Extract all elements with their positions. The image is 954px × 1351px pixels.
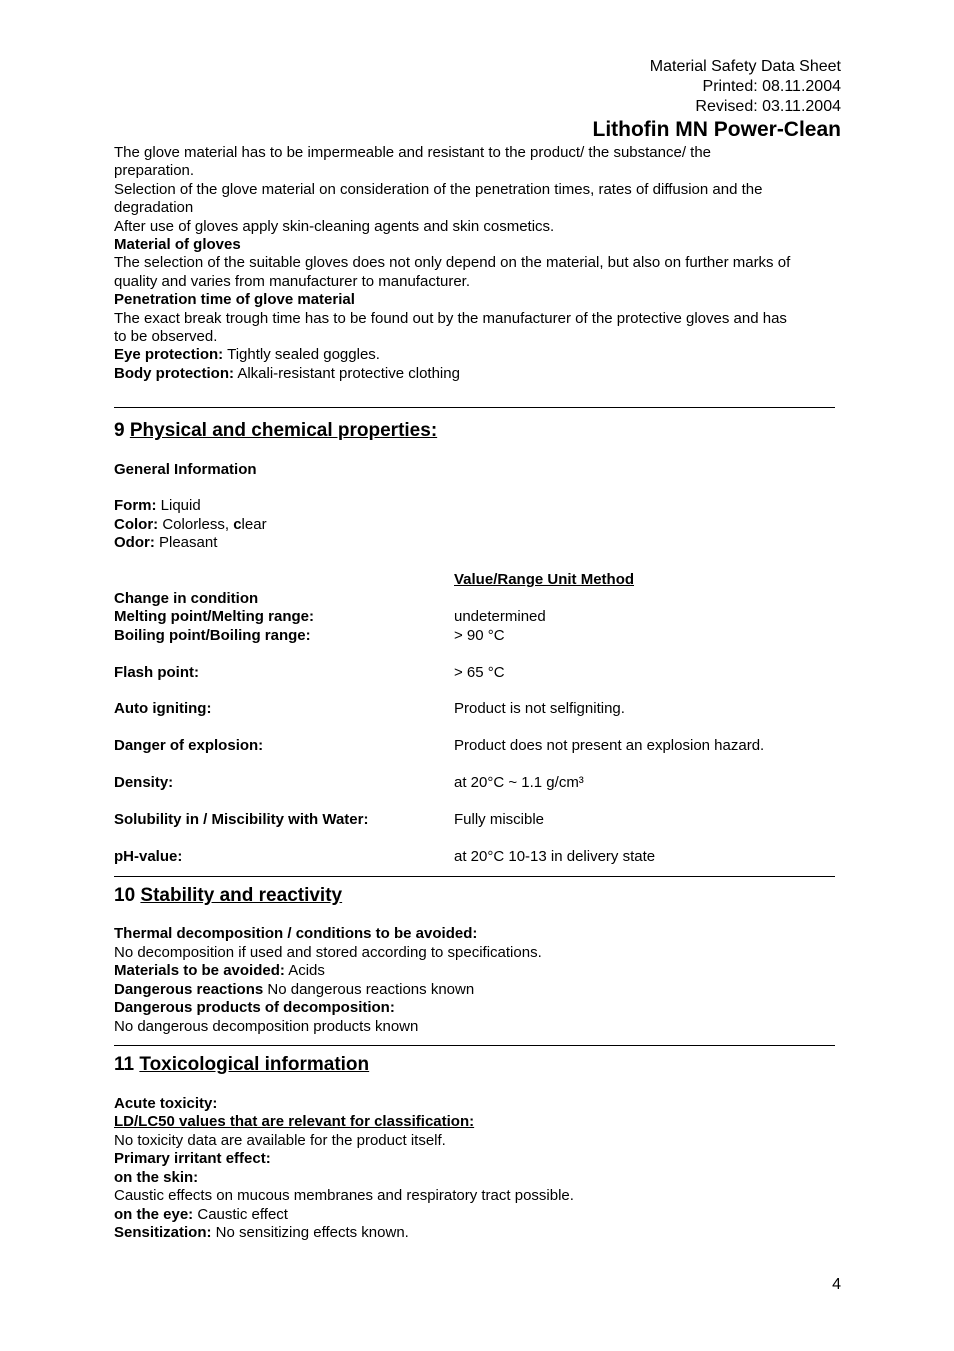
- eye-protection-row: [114, 346, 380, 364]
- thermal-decomposition-label: Thermal decomposition / conditions to be avoided:: [114, 925, 478, 942]
- property-label: Solubility in / Miscibility with Water:: [114, 811, 369, 828]
- form-value: Liquid: [156, 497, 201, 514]
- section-11-heading: [114, 1054, 369, 1076]
- property-value: > 90 °C: [454, 627, 505, 644]
- header-doc-type: Material Safety Data Sheet: [649, 58, 841, 75]
- dangerous-products-label: Dangerous products of decomposition:: [114, 999, 395, 1016]
- gloves-para1-line2: preparation.: [114, 162, 195, 179]
- body-protection-label: Body protection:: [114, 365, 234, 382]
- eye-protection-value: Tightly sealed goggles.: [223, 346, 380, 363]
- page-number: 4: [832, 1276, 841, 1293]
- dangerous-products-value: No dangerous decomposition products known: [114, 1018, 419, 1035]
- section-10-title: Stability and reactivity: [140, 885, 343, 906]
- ld-lc50-value: No toxicity data are available for the product itself.: [114, 1132, 446, 1149]
- product-title: Lithofin MN Power-Clean: [592, 118, 841, 141]
- property-value: undetermined: [454, 608, 546, 625]
- section-9-heading: [114, 420, 437, 442]
- property-label: Flash point:: [114, 664, 199, 681]
- dangerous-reactions-value: No dangerous reactions known: [263, 981, 475, 998]
- section-11-title: Toxicological information: [139, 1054, 370, 1075]
- header-printed-date: Printed: 08.11.2004: [702, 78, 841, 95]
- form-row: [114, 497, 201, 515]
- properties-table-header: Value/Range Unit Method: [454, 571, 635, 588]
- property-label: pH-value:: [114, 848, 183, 865]
- property-value: > 65 °C: [454, 664, 505, 681]
- section-11-number: 11: [114, 1054, 140, 1075]
- color-value-part3: lear: [241, 516, 267, 533]
- property-value: Product does not present an explosion hazard.: [454, 737, 765, 754]
- change-in-condition-label: Change in condition: [114, 590, 259, 607]
- penetration-time-line2: to be observed.: [114, 328, 218, 345]
- section-divider: [114, 876, 835, 877]
- form-label: Form:: [114, 497, 157, 514]
- ld-lc50-label: LD/LC50 values that are relevant for classification:: [114, 1113, 475, 1130]
- property-value: at 20°C 10-13 in delivery state: [454, 848, 656, 865]
- penetration-time-line1: The exact break trough time has to be found out by the manufacturer of the protective gloves and has: [114, 310, 787, 327]
- section-9-number: 9: [114, 420, 130, 441]
- section-10-number: 10: [114, 885, 141, 906]
- dangerous-reactions-row: [114, 981, 474, 999]
- on-eye-row: [114, 1206, 288, 1224]
- primary-irritant-label: Primary irritant effect:: [114, 1150, 271, 1167]
- on-eye-value: Caustic effect: [193, 1206, 288, 1223]
- body-protection-row: [114, 365, 460, 383]
- penetration-time-label: Penetration time of glove material: [114, 291, 355, 308]
- color-value-part2: c: [233, 516, 242, 533]
- gloves-para3: After use of gloves apply skin-cleaning agents and skin cosmetics.: [114, 218, 555, 235]
- property-value: Product is not selfigniting.: [454, 700, 625, 717]
- sensitization-label: Sensitization:: [114, 1224, 212, 1241]
- on-eye-label: on the eye:: [114, 1206, 194, 1223]
- on-skin-label: on the skin:: [114, 1169, 199, 1186]
- property-label: Boiling point/Boiling range:: [114, 627, 311, 644]
- document-header: [593, 57, 842, 143]
- color-value-part1: Colorless,: [158, 516, 234, 533]
- materials-to-avoid-label: Materials to be avoided:: [114, 962, 285, 979]
- color-label: Color:: [114, 516, 159, 533]
- dangerous-reactions-label: Dangerous reactions: [114, 981, 264, 998]
- property-label: Danger of explosion:: [114, 737, 264, 754]
- header-revised-date: Revised: 03.11.2004: [695, 98, 841, 115]
- sensitization-value: No sensitizing effects known.: [211, 1224, 409, 1241]
- acute-toxicity-label: Acute toxicity:: [114, 1095, 218, 1112]
- odor-row: [114, 534, 217, 552]
- property-label: Melting point/Melting range:: [114, 608, 314, 625]
- gloves-para1-line1: The glove material has to be impermeable and resistant to the product/ the substance/ the: [114, 144, 712, 161]
- property-label: Auto igniting:: [114, 700, 212, 717]
- materials-to-avoid-value: Acids: [284, 962, 325, 979]
- section-divider: [114, 1045, 835, 1046]
- gloves-para2-line2: degradation: [114, 199, 194, 216]
- material-of-gloves-line2: quality and varies from manufacturer to manufacturer.: [114, 273, 471, 290]
- odor-label: Odor:: [114, 534, 155, 551]
- property-label: Density:: [114, 774, 174, 791]
- sensitization-row: [114, 1224, 409, 1242]
- material-of-gloves-label: Material of gloves: [114, 236, 241, 253]
- body-protection-value: Alkali-resistant protective clothing: [234, 365, 460, 382]
- eye-protection-label: Eye protection:: [114, 346, 224, 363]
- general-information-label: General Information: [114, 461, 257, 478]
- odor-value: Pleasant: [154, 534, 218, 551]
- section-9-title: Physical and chemical properties:: [129, 420, 438, 441]
- gloves-para2-line1: Selection of the glove material on consideration of the penetration times, rates of diffusion and the: [114, 181, 763, 198]
- property-value: at 20°C ~ 1.1 g/cm³: [454, 774, 584, 791]
- material-of-gloves-line1: The selection of the suitable gloves does not only depend on the material, but also on further marks of: [114, 254, 791, 271]
- property-value: Fully miscible: [454, 811, 545, 828]
- thermal-decomposition-value: No decomposition if used and stored according to specifications.: [114, 944, 542, 961]
- color-row: [114, 516, 267, 534]
- section-divider: [114, 407, 835, 408]
- on-skin-value: Caustic effects on mucous membranes and respiratory tract possible.: [114, 1187, 574, 1204]
- section-10-heading: [114, 885, 342, 907]
- materials-to-avoid-row: [114, 962, 325, 980]
